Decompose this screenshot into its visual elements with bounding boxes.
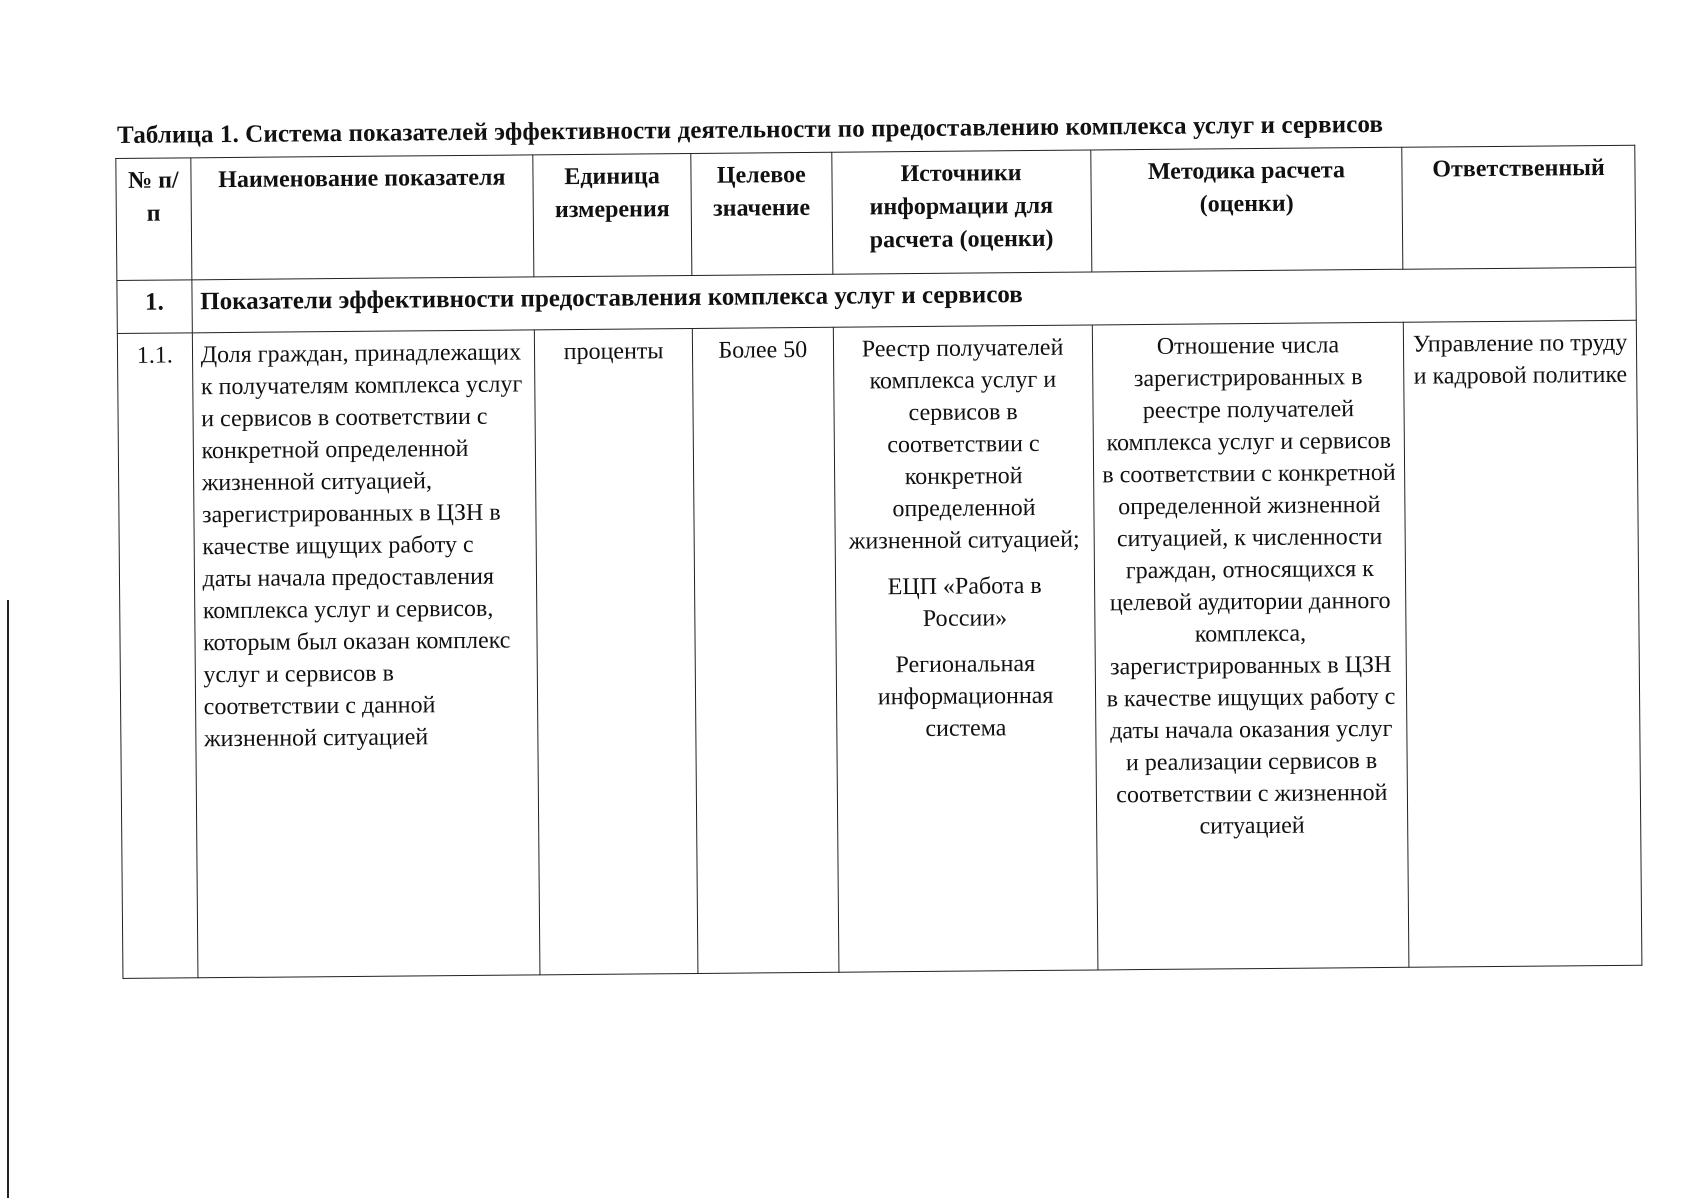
responsible-cell: Управление по труду и кадровой политике <box>1404 320 1642 967</box>
source-item: Региональная информационная система <box>877 650 1054 742</box>
header-name: Наименование показателя <box>190 155 533 280</box>
header-method: Методика расчета (оценки) <box>1090 147 1403 272</box>
source-item: ЕЦП «Работа в России» <box>887 572 1042 632</box>
header-num: № п/п <box>116 158 192 281</box>
table-caption: Таблица 1. Система показателей эффективности деятельности по предоставлению комплекса услуг и сервисов <box>116 110 1384 149</box>
scan-edge-line <box>7 600 9 1198</box>
document-body <box>115 109 1642 979</box>
table-header-row <box>116 145 1636 280</box>
method-cell: Отношение числа зарегистрированных в реестре получателей комплекса услуг и сервисов в соответствии с конкретной определенной жизненной ситуацией, к численности граждан, относящихся к целевой аудитории данного комплекса, зарегистрированных в ЦЗН в качестве ищущих работу с даты начала оказания услуг и реализации сервисов в соответствии с жизненной ситуацией <box>1092 322 1409 970</box>
indicator-name: Доля граждан, принадлежащих к получателям комплекса услуг и сервисов в соответствии с конкретной определенной жизненной ситуацией, зарегистрированных в ЦЗН в качестве ищущих работу с даты начала предоставления комплекса услуг и сервисов, которым был оказан комплекс услуг и сервисов в соответствии с данной жизненной ситуацией <box>192 330 540 978</box>
sources-cell <box>833 325 1098 972</box>
unit-cell: проценты <box>534 328 698 974</box>
row-number: 1.1. <box>117 333 197 979</box>
header-responsible: Ответственный <box>1402 145 1636 269</box>
header-sources: Источники информации для расчета (оценки) <box>831 150 1091 274</box>
header-unit: Единица измерения <box>533 153 692 276</box>
table-row <box>117 320 1642 978</box>
section-title: Показатели эффективности предоставления комплекса услуг и сервисов <box>192 267 1637 333</box>
indicators-table <box>115 145 1642 979</box>
source-item: Реестр получателей комплекса услуг и сервисов в соответствии с конкретной определенной жизненной ситуацией; <box>848 334 1080 555</box>
target-value-cell: Более 50 <box>692 327 838 973</box>
section-number: 1. <box>117 280 192 334</box>
header-target: Целевое значение <box>691 152 833 275</box>
